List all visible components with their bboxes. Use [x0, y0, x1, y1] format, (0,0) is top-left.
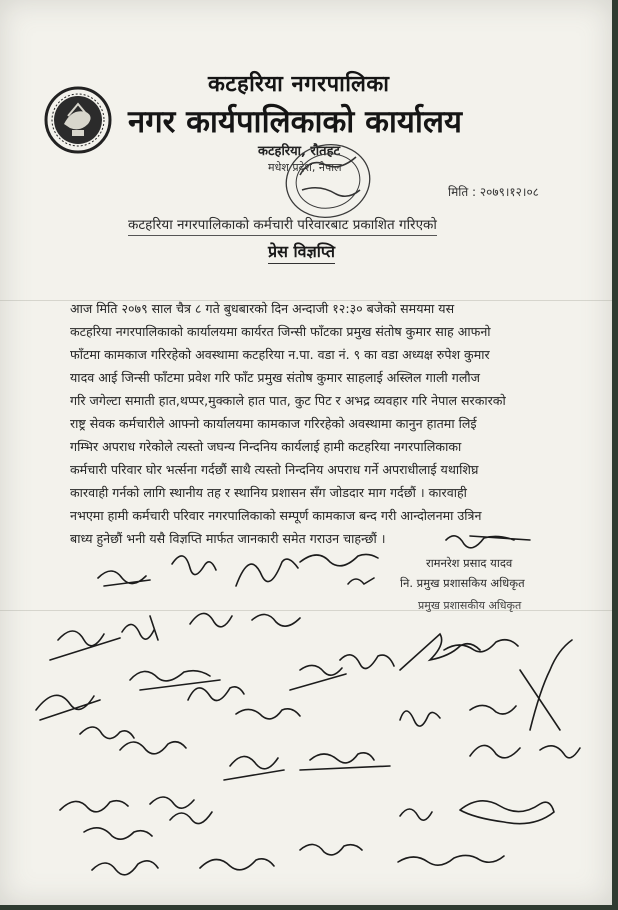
document-date: मिति : २०७९।१२।०८: [448, 185, 539, 199]
press-release-body: [70, 297, 582, 550]
body-line: नभएमा हामी कर्मचारी परिवार नगरपालिकाको सम्पूर्ण कामकाज बन्द गरी आन्दोलनमा उत्रिन: [70, 508, 482, 523]
employee-signatures: [0, 520, 612, 905]
body-line: आज मिति २०७९ साल चैत्र ८ गते बुधबारको दिन अन्दाजी १२:३० बजेको समयमा यस: [70, 301, 455, 316]
body-line: कारवाही गर्नको लागि स्थानीय तह र स्थानिय प्रशासन सँग जोडदार माग गर्दछौं । कारवाही: [70, 485, 467, 500]
body-line: गरि जगेल्टा समाती हात,थप्पर,मुक्काले हात पात, कुट पिट र अभद्र व्यवहार गरि नेपाल सरकारको: [70, 393, 506, 408]
office-name: नगर कार्यपालिकाको कार्यालय: [128, 104, 462, 140]
municipality-name: कटहरिया नगरपालिका: [208, 72, 390, 97]
body-line: कटहरिया नगरपालिकाको कार्यालयमा कार्यरत जिन्सी फाँटका प्रमुख संतोष कुमार साह आफनो: [70, 324, 491, 339]
municipality-logo-icon: [44, 86, 112, 154]
body-line: गम्भिर अपराध गरेकोले त्यस्तो जघन्य निन्दनिय कार्यलाई हामी कटहरिया नगरपालिकाका: [70, 439, 462, 454]
body-line: राष्ट्र सेवक कर्मचारीले आफ्नो कार्यालयमा कामकाज गरिरहेको अवस्थामा कानुन हातमा लिई: [70, 416, 477, 431]
province-label: मधेश प्रदेश, नेपाल: [268, 161, 342, 174]
press-release-title: प्रेस विज्ञप्ति: [268, 240, 335, 264]
body-line: बाध्य हुनेछौं भनी यसै विज्ञप्ति मार्फत जानकारी समेत गराउन चाहन्छौं ।: [70, 531, 386, 546]
signatory-title: नि. प्रमुख प्रशासकिय अधिकृत: [400, 576, 525, 590]
signatory-name: रामनरेश प्रसाद यादव: [426, 556, 513, 570]
body-line: यादव आई जिन्सी फाँटमा प्रवेश गरि फाँट प्रमुख संतोष कुमार साहलाई अस्लिल गाली गलौज: [70, 370, 480, 385]
body-line: फाँटमा कामकाज गरिरहेको अवस्थामा कटहरिया न.पा. वडा नं. ९ का वडा अध्यक्ष रुपेश कुमार: [70, 347, 490, 362]
office-address: कटहरिया, रौतहट: [258, 144, 341, 159]
publisher-line: कटहरिया नगरपालिकाको कर्मचारी परिवारबाट प्रकाशित गरिएको: [128, 215, 437, 236]
body-line: कर्मचारी परिवार घोर भर्त्सना गर्दछौं साथै त्यस्तो निन्दनिय अपराध गर्ने अपराधीलाई यथाशिघ्र: [70, 462, 479, 477]
signatory-stamp: प्रमुख प्रशासकीय अधिकृत: [418, 599, 522, 612]
office-seal-stamp: [280, 135, 380, 225]
